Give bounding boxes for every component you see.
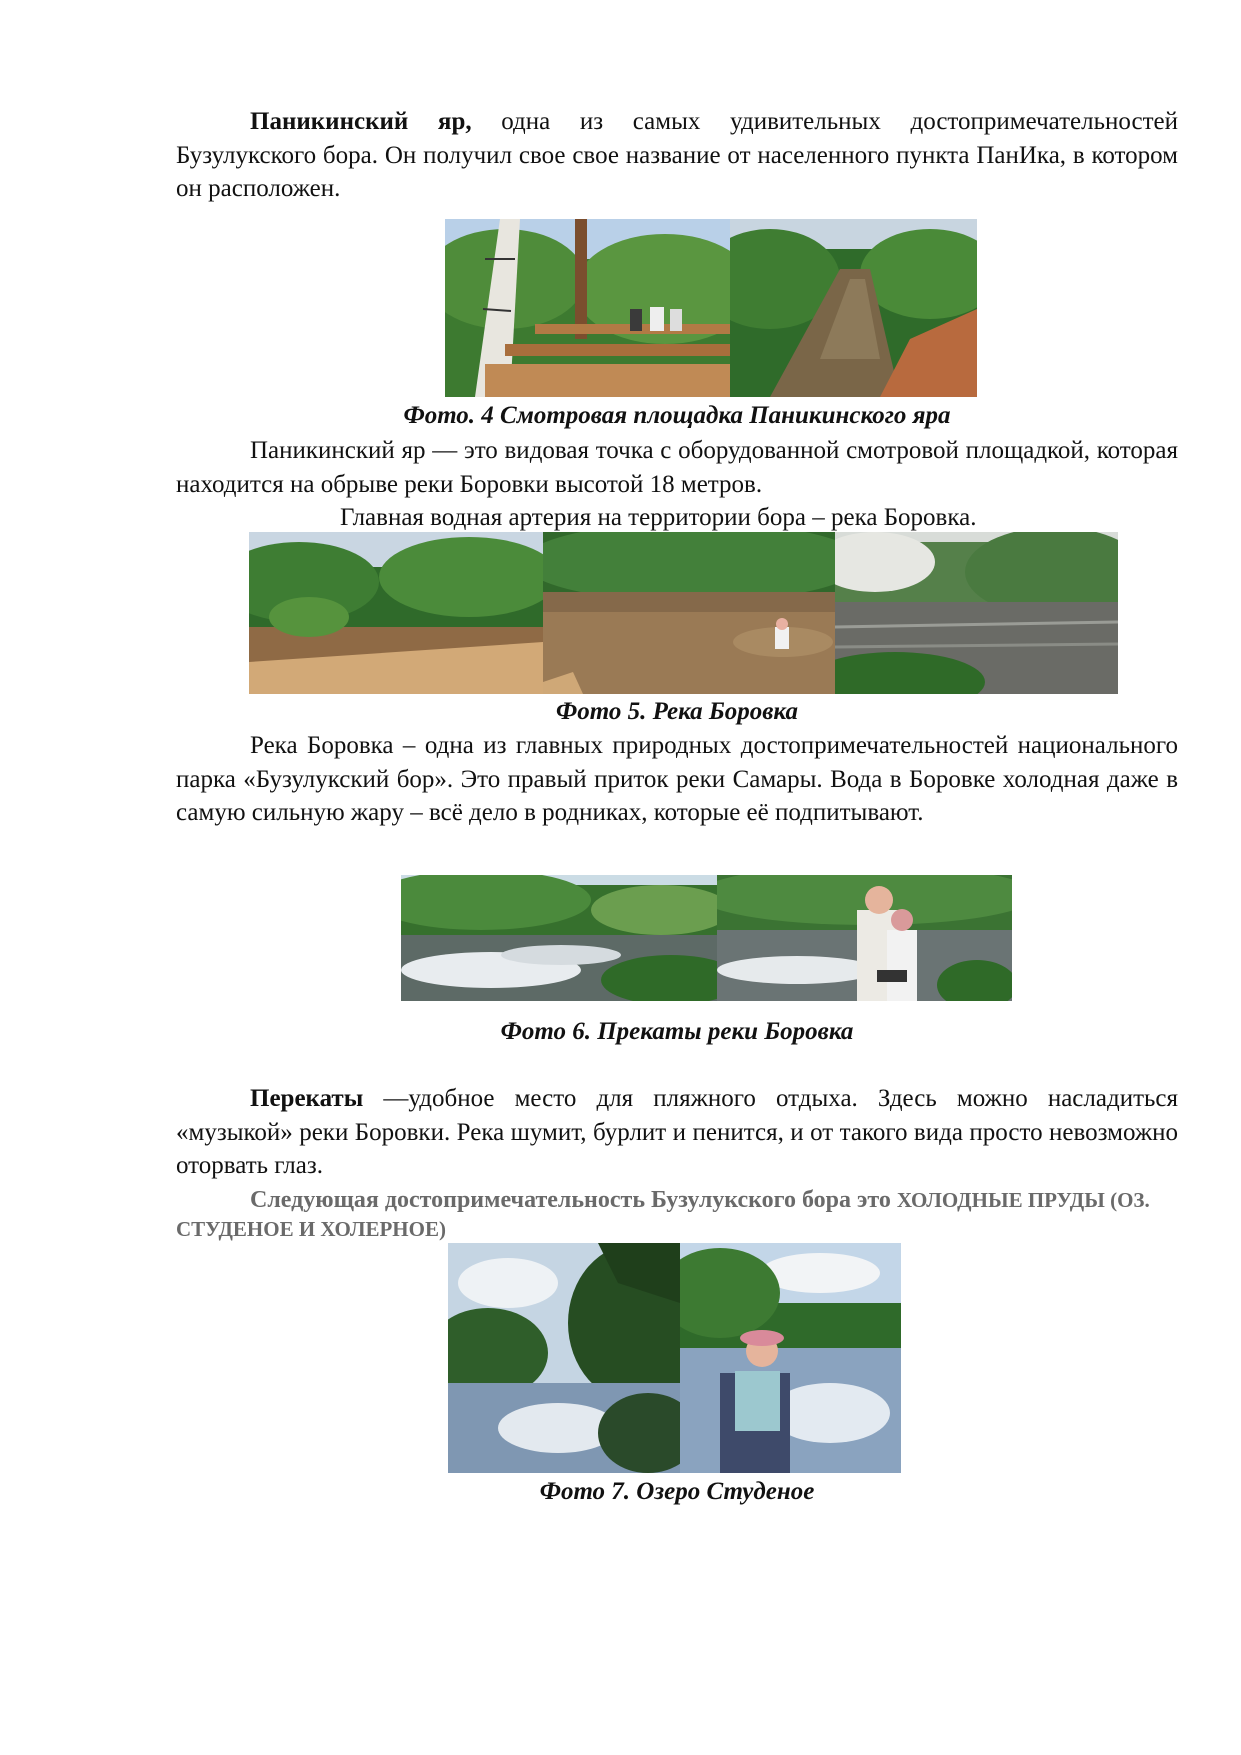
photo5-caption: Фото 5. Река Боровка [556, 698, 798, 725]
photo4-caption: Фото. 4 Смотровая площадка Паникинского яра [403, 402, 951, 429]
river-ravine-photo [730, 219, 977, 397]
heading-lead: Следующая достопримечательность Бузулукского бора это [250, 1187, 897, 1213]
bold-term: Паникинский яр, [250, 108, 472, 135]
mother-daughter-rapids-photo [717, 875, 1012, 1001]
lake-reflection-photo [448, 1243, 680, 1473]
section-heading-cold-ponds [176, 1186, 1178, 1244]
girl-in-river-photo [543, 532, 835, 694]
sandy-riverbank-photo [249, 532, 543, 694]
paragraph-rapids [176, 1082, 1178, 1183]
paragraph-text: —удобное место для пляжного отдыха. Здесь можно насладиться «музыкой» реки Боровки. Река шумит, бурлит и пенится, и от такого вида просто невозможно оторвать глаз. [176, 1085, 1178, 1179]
paragraph-main-artery: Главная водная артерия на территории бора – река Боровка. [340, 504, 977, 531]
paragraph-borovka-river: Река Боровка – одна из главных природных достопримечательностей национального парка «Бузулукский бор». Это правый приток реки Самары. Вода в Боровке холодная даже в самую сильную жару – всё дело в родниках, которые её подпитывают. [176, 732, 1178, 826]
bold-term: Перекаты [250, 1085, 364, 1112]
paragraph-text: одна из самых удивительных достопримечательностей Бузулукского бора. Он получил свое свое название от населенного пункта ПанИка, в котором он расположен. [176, 108, 1178, 202]
photo7-caption: Фото 7. Озеро Студеное [539, 1478, 815, 1505]
paragraph-viewpoint: Паникинский яр — это видовая точка с оборудованной смотровой площадкой, которая находится на обрыве реки Боровки высотой 18 метров. [176, 437, 1178, 498]
heading-caps: ХОЛОДНЫЕ ПРУДЫ (ОЗ. СТУДЕНОЕ И ХОЛЕРНОЕ) [176, 1188, 1150, 1241]
birch-observation-deck-photo [445, 219, 730, 397]
paragraph-panikinsky-yar [176, 105, 1178, 206]
photo6-caption: Фото 6. Прекаты реки Боровка [500, 1018, 854, 1045]
rapids-photo [401, 875, 717, 1001]
river-sunlight-photo [835, 532, 1118, 694]
lake-portrait-photo [680, 1243, 901, 1473]
